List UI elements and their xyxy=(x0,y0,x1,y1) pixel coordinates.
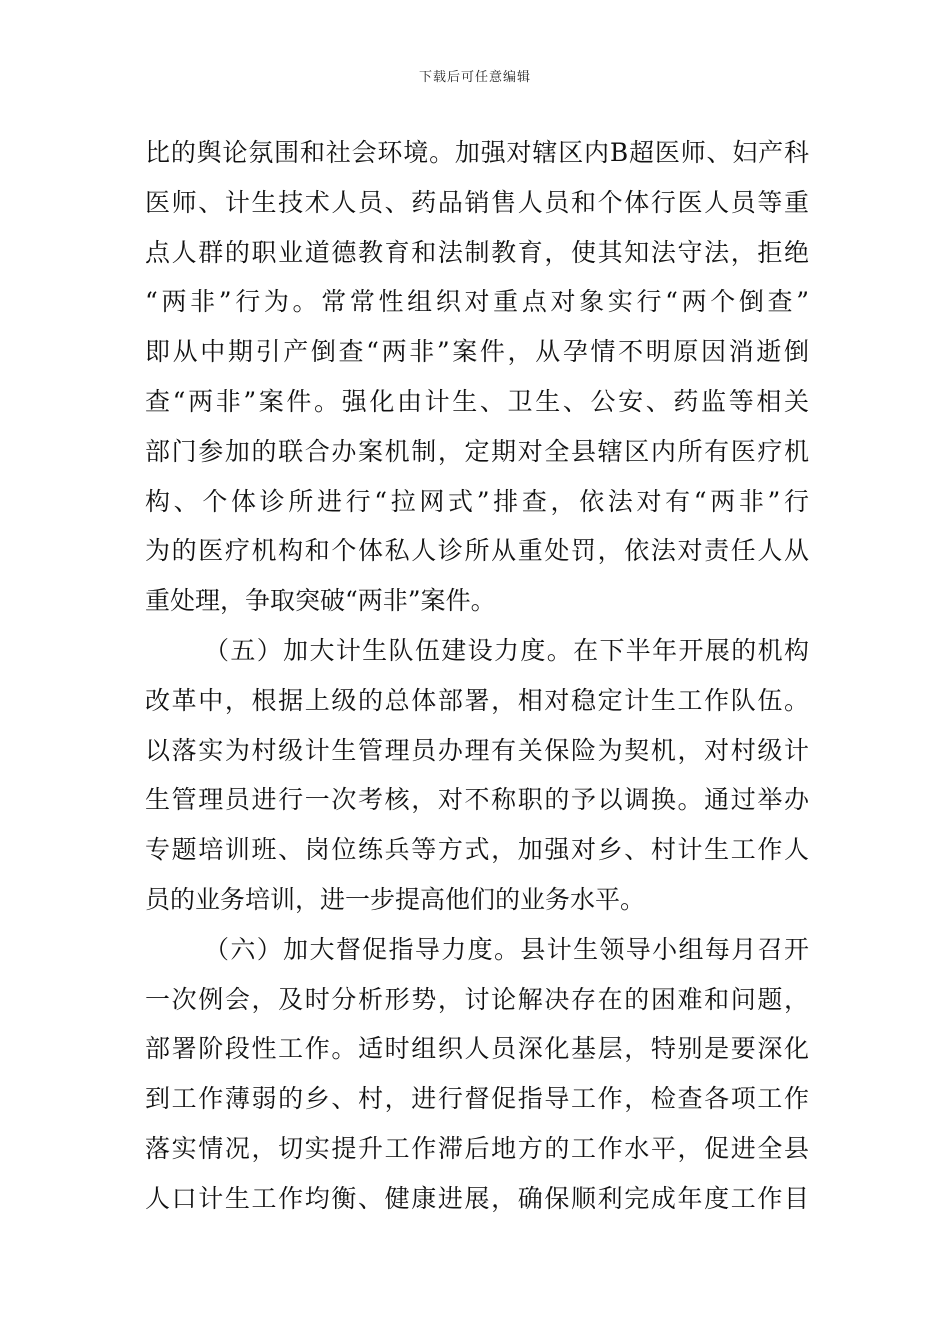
text-line: 到工作薄弱的乡、村，进行督促指导工作，检查各项工作 xyxy=(145,1084,809,1114)
paragraph-2 xyxy=(145,626,809,925)
text-line: 落实情况，切实提升工作滞后地方的工作水平，促进全县 xyxy=(145,1133,809,1163)
text-line: 人口计生工作均衡、健康进展，确保顺利完成年度工作目 xyxy=(145,1183,809,1213)
paragraph-1 xyxy=(145,128,809,626)
text-line: （六）加大督促指导力度。县计生领导小组每月召开 xyxy=(204,934,809,964)
text-line: 部署阶段性工作。适时组织人员深化基层，特别是要深化 xyxy=(145,1034,809,1064)
text-line: 医师、计生技术人员、药品销售人员和个体行医人员等重 xyxy=(145,187,809,217)
page-header: 下载后可任意编辑 xyxy=(418,70,531,85)
text-line: 即从中期引产倒查“两非”案件，从孕情不明原因消逝倒 xyxy=(145,337,809,367)
paragraph-3 xyxy=(145,925,809,1224)
document-body xyxy=(145,128,809,1224)
text-line: 比的舆论氛围和社会环境。加强对辖区内B超医师、妇产科 xyxy=(145,138,809,167)
text-line: 点人群的职业道德教育和法制教育，使其知法守法，拒绝 xyxy=(145,237,809,267)
text-line: 构、个体诊所进行“拉网式”排查，依法对有“两非”行 xyxy=(145,486,809,516)
text-line: 重处理，争取突破“两非”案件。 xyxy=(145,586,496,616)
text-line: 部门参加的联合办案机制，定期对全县辖区内所有医疗机 xyxy=(145,436,809,466)
text-line: 专题培训班、岗位练兵等方式，加强对乡、村计生工作人 xyxy=(145,835,809,865)
text-line: （五）加大计生队伍建设力度。在下半年开展的机构 xyxy=(204,635,809,665)
text-line: 员的业务培训，进一步提高他们的业务水平。 xyxy=(145,884,646,914)
text-line: 生管理员进行一次考核，对不称职的予以调换。通过举办 xyxy=(145,785,809,815)
text-line: 查“两非”案件。强化由计生、卫生、公安、药监等相关 xyxy=(145,386,809,416)
text-line: 以落实为村级计生管理员办理有关保险为契机，对村级计 xyxy=(145,735,809,765)
text-line: “两非”行为。常常性组织对重点对象实行“两个倒查” xyxy=(145,287,809,317)
text-line: 为的医疗机构和个体私人诊所从重处罚，依法对责任人从 xyxy=(145,536,809,566)
text-line: 改革中，根据上级的总体部署，相对稳定计生工作队伍。 xyxy=(145,685,809,715)
text-line: 一次例会，及时分析形势，讨论解决存在的困难和问题， xyxy=(145,984,809,1014)
